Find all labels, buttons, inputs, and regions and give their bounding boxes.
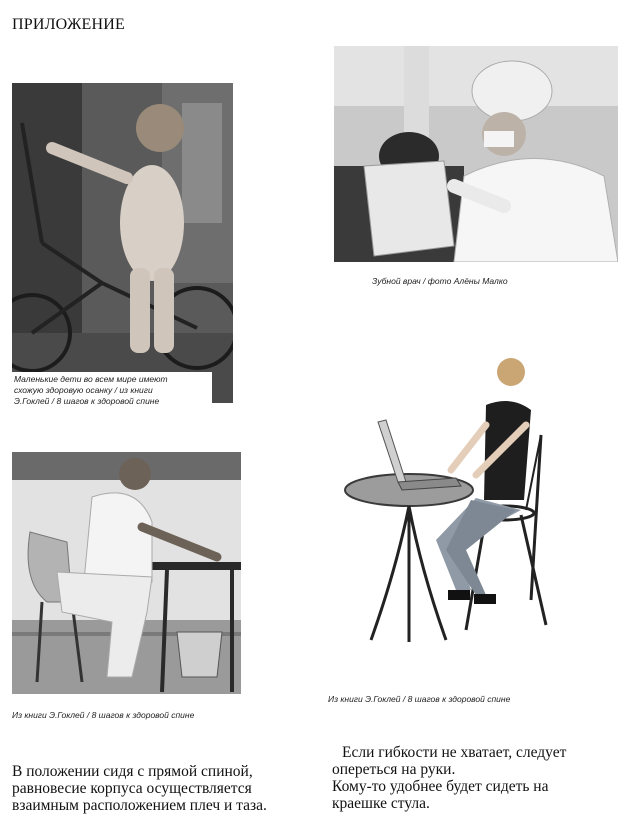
caption-line: Маленькие дети во всем мире имеют [14,374,168,384]
caption-old-man: Из книги Э.Гоклей / 8 шагов к здоровой спине [12,710,195,720]
caption-woman-laptop: Из книги Э.Гоклей / 8 шагов к здоровой спине [328,694,511,704]
body-text-right [332,744,622,812]
text-line: Кому-то удобнее будет сидеть на [332,778,549,795]
text-line: краешке стула. [332,795,430,812]
old-man-image [12,452,241,694]
photo-woman-laptop [336,350,618,655]
text-line: взаимным расположением плеч и таза. [12,797,267,814]
text-line: Если гибкости не хватает, следует [342,744,567,761]
caption-child-bicycle [12,372,212,408]
child-bicycle-image [12,83,233,403]
caption-line: Э.Гоклей / 8 шагов к здоровой спине [14,396,160,406]
page-title: ПРИЛОЖЕНИЕ [12,16,126,33]
body-text-left [12,763,312,814]
text-line: опереться на руки. [332,761,456,778]
photo-child-bicycle [12,83,233,403]
photo-dentist [334,46,618,262]
dentist-image [334,46,618,262]
photo-old-man-sitting [12,452,241,694]
text-line: равновесие корпуса осуществляется [12,780,252,797]
caption-line: схожую здоровую осанку / из книги [14,385,153,395]
caption-dentist: Зубной врач / фото Алёны Малко [372,276,508,286]
woman-laptop-image [336,350,618,655]
text-line: В положении сидя с прямой спиной, [12,763,253,780]
